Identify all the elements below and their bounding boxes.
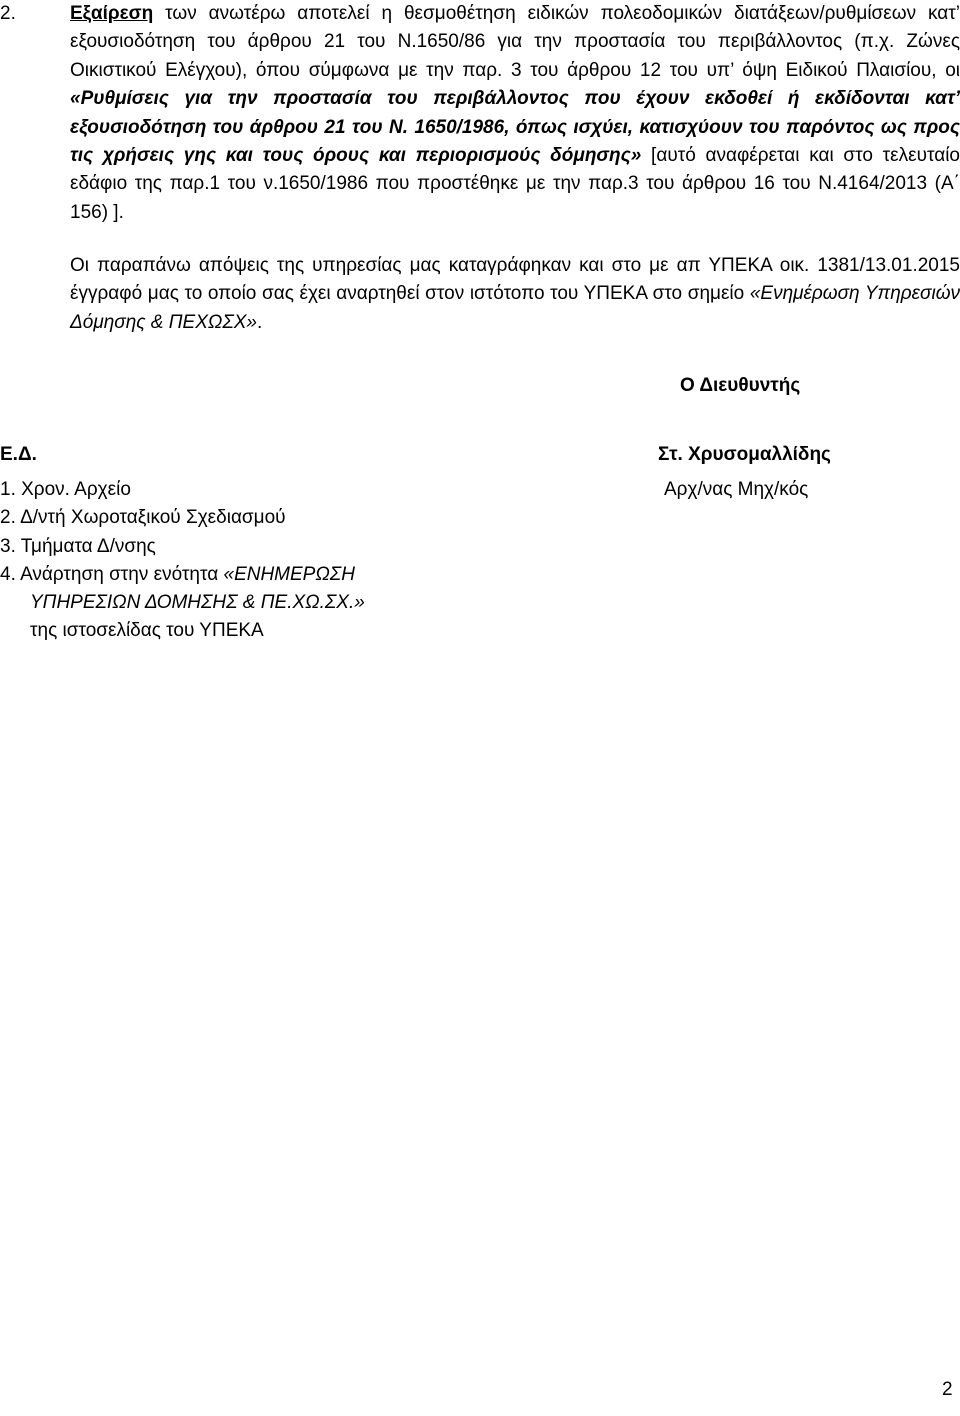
note-text-b: . bbox=[256, 311, 263, 333]
section-2-paragraph bbox=[70, 0, 960, 227]
signer-role: Αρχ/νας Μηχ/κός bbox=[664, 479, 809, 500]
distribution-item-4 bbox=[0, 561, 420, 589]
section-quote: «Ρυθμίσεις για την προστασία του περιβάλλοντος που έχουν εκδοθεί ή εκδίδονται κατ’ εξουσιοδότηση του άρθρου 21 του Ν. 1650/1986, όπως ισχύει, κατισχύουν του παρόντος ως προς τις χρήσεις γης και τους όρους και περιορισμούς δόμησης» bbox=[70, 88, 960, 167]
section-number: 2. bbox=[0, 3, 16, 24]
section-lead-term: Εξαίρεση bbox=[70, 3, 154, 24]
distribution-heading: Ε.Δ. bbox=[0, 444, 37, 465]
section-text-b: [αυτό αναφέρεται και στο τελευταίο εδάφιο της παρ.1 του ν.1650/1986 που προστέθηκε με την παρ.3 του άρθρου 16 του Ν.4164/2013 (Α΄ 156) ]. bbox=[70, 145, 960, 223]
page-number: 2 bbox=[942, 1379, 953, 1400]
item4-quote-line1: «ΕΝΗΜΕΡΩΣΗ bbox=[223, 563, 355, 585]
signer-name: Στ. Χρυσομαλλίδης bbox=[658, 444, 831, 465]
signature-title: Ο Διευθυντής bbox=[680, 375, 801, 396]
distribution-item: 3. Τμήματα Δ/νσης bbox=[0, 535, 156, 557]
item4-quote-line2: ΥΠΗΡΕΣΙΩΝ ΔΟΜΗΣΗΣ & ΠΕ.ΧΩ.ΣΧ.» bbox=[30, 592, 365, 614]
distribution-item: 2. Δ/ντή Χωροταξικού Σχεδιασμού bbox=[0, 507, 286, 529]
note-reference: «Ενημέρωση Υπηρεσιών Δόμησης & ΠΕΧΩΣΧ» bbox=[70, 283, 960, 333]
item4-tail: της ιστοσελίδας του ΥΠΕΚΑ bbox=[30, 620, 264, 642]
distribution-list bbox=[0, 476, 420, 646]
note-text-a: Οι παραπάνω απόψεις της υπηρεσίας μας καταγράφηκαν και στο με απ ΥΠΕΚΑ οικ. 1381/13.01.2015 έγγραφό μας το οποίο σας έχει αναρτηθεί στον ιστότοπο του ΥΠΕΚΑ στο σημείο bbox=[70, 255, 960, 305]
distribution-item: 1. Χρον. Αρχείο bbox=[0, 479, 131, 500]
section-text-a: των ανωτέρω αποτελεί η θεσμοθέτηση ειδικών πολεοδομικών διατάξεων/ρυθμίσεων κατ’ εξουσιοδότηση του άρθρου 21 του Ν.1650/86 για την προστασία του περιβάλλοντος (π.χ. Ζώνες Οικιστικού Ελέγχου), όπου σύμφωνα με την παρ. 3 του άρθρου 12 του υπ’ όψη Ειδικού Πλαισίου, οι bbox=[70, 3, 960, 81]
note-paragraph bbox=[70, 252, 960, 337]
item4-prefix: 4. Ανάρτηση στην ενότητα bbox=[0, 563, 224, 585]
